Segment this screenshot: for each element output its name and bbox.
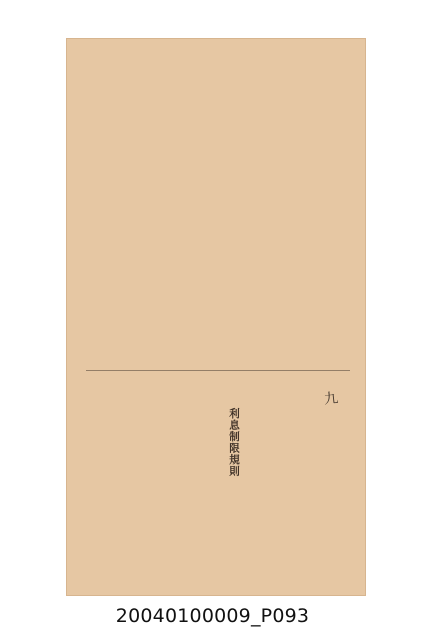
section-heading: 利息制限規則 — [228, 408, 240, 477]
page-marker: 九 — [323, 390, 339, 408]
image-caption: 20040100009_P093 — [115, 605, 310, 627]
document-page — [66, 38, 366, 596]
section-divider-line — [86, 370, 350, 371]
